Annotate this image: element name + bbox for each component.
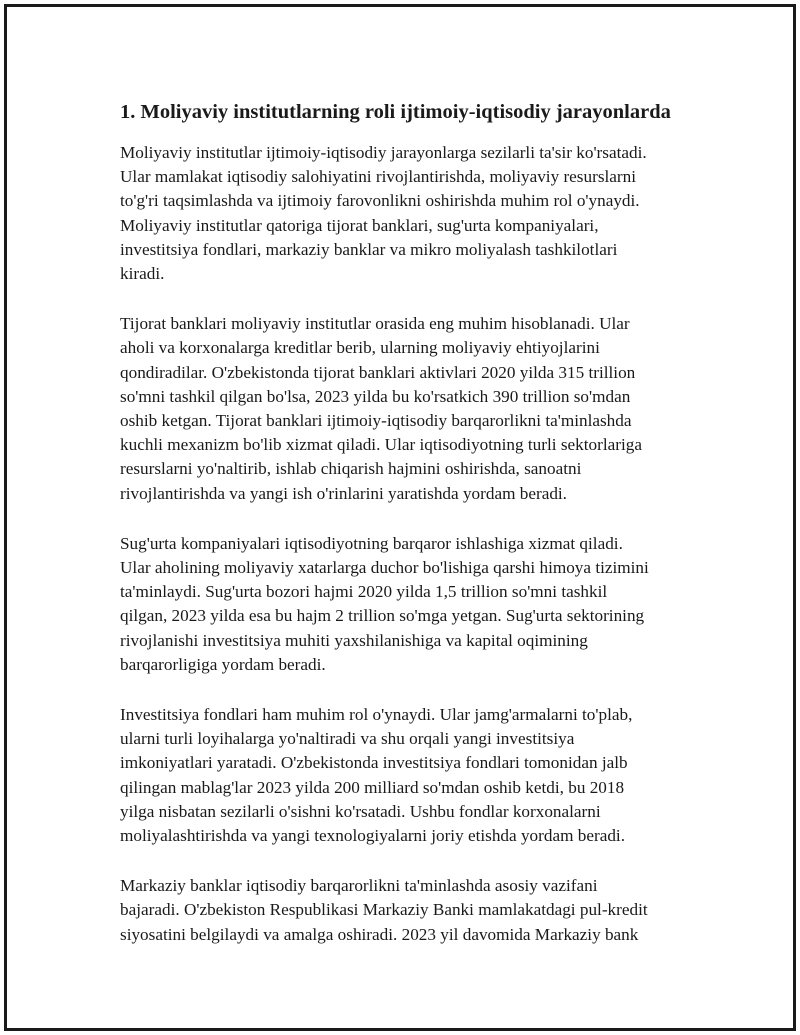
section-heading: 1. Moliyaviy institutlarning roli ijtimoiy-iqtisodiy jarayonlarda [120,101,671,123]
text-line: qilingan mablag'lar 2023 yilda 200 milliard so'mdan oshib ketdi, bu 2018 [120,777,625,797]
text-line: rivojlanishi investitsiya muhiti yaxshilanishiga va kapital oqimining [120,630,588,650]
text-line: siyosatini belgilaydi va amalga oshiradi. 2023 yil davomida Markaziy bank [120,924,639,944]
text-line: ularni turli loyihalarga yo'naltiradi va shu orqali yangi investitsiya [120,729,575,749]
text-line: moliyalashtirishda va yangi texnologiyalarni joriy etishda yordam beradi. [120,826,625,846]
text-line: Ular mamlakat iqtisodiy salohiyatini rivojlantirishda, moliyaviy resurslarni [120,167,637,187]
text-line: rivojlantirishda va yangi ish o'rinlarini yaratishda yordam beradi. [120,483,567,503]
paragraph-3 [120,532,710,677]
text-line: yilga nisbatan sezilarli o'sishni ko'rsatadi. Ushbu fondlar korxonalarni [120,801,601,821]
document-body [120,99,710,973]
text-line: kiradi. [120,264,165,284]
text-line: resurslarni yo'naltirib, ishlab chiqarish hajmini oshirishda, sanoatni [120,459,582,479]
text-line: ta'minlaydi. Sug'urta bozori hajmi 2020 yilda 1,5 trillion so'mni tashkil [120,582,608,602]
text-line: oshib ketgan. Tijorat banklari ijtimoiy-iqtisodiy barqarorlikni ta'minlashda [120,411,632,431]
text-line: barqarorligiga yordam beradi. [120,654,326,674]
text-line: Tijorat banklari moliyaviy institutlar orasida eng muhim hisoblanadi. Ular [120,314,630,334]
text-line: qilgan, 2023 yilda esa bu hajm 2 trillion so'mga yetgan. Sug'urta sektorining [120,606,645,626]
text-line: to'g'ri taqsimlashda va ijtimoiy farovonlikni oshirishda muhim rol o'ynaydi. [120,191,640,211]
text-line: so'mni tashkil qilgan bo'lsa, 2023 yilda bu ko'rsatkich 390 trillion so'mdan [120,386,631,406]
paragraph-5 [120,874,710,947]
text-line: Sug'urta kompaniyalari iqtisodiyotning barqaror ishlashiga xizmat qiladi. [120,533,623,553]
text-line: Markaziy banklar iqtisodiy barqarorlikni ta'minlashda asosiy vazifani [120,876,598,896]
paragraph-1 [120,141,710,286]
text-line: qondiradilar. O'zbekistonda tijorat banklari aktivlari 2020 yilda 315 trillion [120,362,636,382]
text-line: Investitsiya fondlari ham muhim rol o'ynaydi. Ular jamg'armalarni to'plab, [120,705,633,725]
page-frame [4,4,796,1031]
text-line: investitsiya fondlari, markaziy banklar va mikro moliyalash tashkilotlari [120,239,618,259]
text-line: aholi va korxonalarga kreditlar berib, ularning moliyaviy ehtiyojlarini [120,338,600,358]
text-line: imkoniyatlari yaratadi. O'zbekistonda investitsiya fondlari tomonidan jalb [120,753,628,773]
paragraph-2 [120,312,710,506]
text-line: Moliyaviy institutlar qatoriga tijorat banklari, sug'urta kompaniyalari, [120,215,599,235]
text-line: Ular aholining moliyaviy xatarlarga duchor bo'lishiga qarshi himoya tizimini [120,558,649,578]
text-line: Moliyaviy institutlar ijtimoiy-iqtisodiy jarayonlarga sezilarli ta'sir ko'rsatadi. [120,143,647,162]
text-line: bajaradi. O'zbekiston Respublikasi Markaziy Banki mamlakatdagi pul-kredit [120,900,648,920]
paragraph-4 [120,703,710,848]
text-line: kuchli mexanizm bo'lib xizmat qiladi. Ular iqtisodiyotning turli sektorlariga [120,435,642,455]
